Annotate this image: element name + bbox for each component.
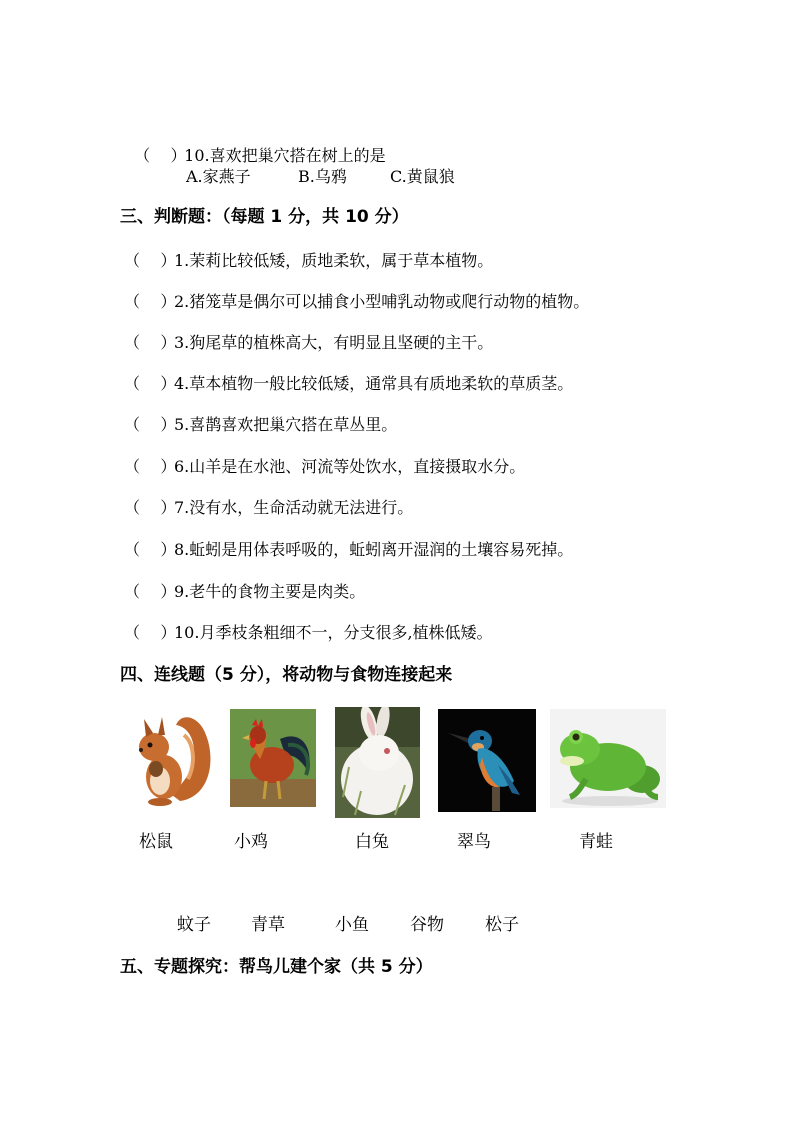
section-4-title: 四、连线题（5 分），将动物与食物连接起来: [120, 665, 453, 685]
judge-text: 7.没有水，生命活动就无法进行。: [174, 498, 414, 517]
food-label-grain: 谷物: [410, 915, 444, 935]
judge-text: 2.猪笼草是偶尔可以捕食小型哺乳动物或爬行动物的植物。: [174, 292, 590, 311]
answer-paren: （ ）: [124, 415, 177, 434]
rabbit-image: [335, 707, 420, 818]
judge-item-6: [124, 456, 525, 478]
answer-paren: （ ）: [124, 251, 177, 270]
kingfisher-image: [438, 709, 536, 812]
question-10: [124, 123, 386, 167]
judge-item-5: [124, 414, 397, 436]
judge-item-9: [124, 581, 365, 603]
answer-paren: （ ）: [124, 540, 177, 559]
animal-label-kingfisher: 翠鸟: [457, 832, 491, 852]
judge-text: 5.喜鹊喜欢把巢穴搭在草丛里。: [174, 415, 398, 434]
answer-paren: （ ）: [124, 457, 177, 476]
answer-paren: （ ）: [124, 582, 177, 601]
judge-text: 6.山羊是在水池、河流等处饮水，直接摄取水分。: [174, 457, 526, 476]
food-label-pine-nuts: 松子: [485, 915, 519, 935]
food-label-small-fish: 小鱼: [335, 915, 369, 935]
animal-label-frog: 青蛙: [579, 832, 613, 852]
option-a: A.家燕子: [186, 167, 251, 186]
food-label-grass: 青草: [251, 915, 285, 935]
judge-text: 9.老牛的食物主要是肉类。: [174, 582, 366, 601]
judge-text: 10.月季枝条粗细不一，分支很多,植株低矮。: [174, 623, 493, 642]
judge-item-4: [124, 373, 573, 395]
animal-label-rabbit: 白兔: [355, 832, 389, 852]
answer-paren: （ ）: [124, 623, 177, 642]
judge-item-3: [124, 332, 493, 354]
question-text: 10.喜欢把巢穴搭在树上的是: [184, 146, 386, 165]
judge-text: 8.蚯蚓是用体表呼吸的，蚯蚓离开湿润的土壤容易死掉。: [174, 540, 574, 559]
judge-item-10: [124, 622, 493, 644]
food-label-mosquito: 蚊子: [177, 915, 211, 935]
answer-paren: （ ）: [124, 292, 177, 311]
judge-text: 3.狗尾草的植株高大，有明显且坚硬的主干。: [174, 333, 494, 352]
animal-label-chicken: 小鸡: [234, 832, 268, 852]
answer-paren: （ ）: [134, 146, 187, 165]
option-b: B.乌鸦: [298, 167, 347, 186]
judge-item-2: [124, 291, 589, 313]
squirrel-image: [120, 705, 215, 810]
answer-paren: （ ）: [124, 333, 177, 352]
judge-item-8: [124, 539, 573, 561]
frog-image: [550, 709, 666, 808]
answer-paren: （ ）: [124, 498, 177, 517]
section-5-title: 五、专题探究：帮鸟儿建个家（共 5 分）: [120, 957, 433, 977]
rooster-image: [230, 709, 316, 807]
animal-label-squirrel: 松鼠: [139, 832, 173, 852]
judge-text: 1.茉莉比较低矮，质地柔软，属于草本植物。: [174, 251, 494, 270]
answer-paren: （ ）: [124, 374, 177, 393]
option-c: C.黄鼠狼: [390, 167, 455, 186]
judge-item-7: [124, 497, 413, 519]
section-3-title: 三、判断题：（每题 1 分，共 10 分）: [120, 207, 409, 227]
judge-item-1: [124, 250, 493, 272]
judge-text: 4.草本植物一般比较低矮，通常具有质地柔软的草质茎。: [174, 374, 574, 393]
